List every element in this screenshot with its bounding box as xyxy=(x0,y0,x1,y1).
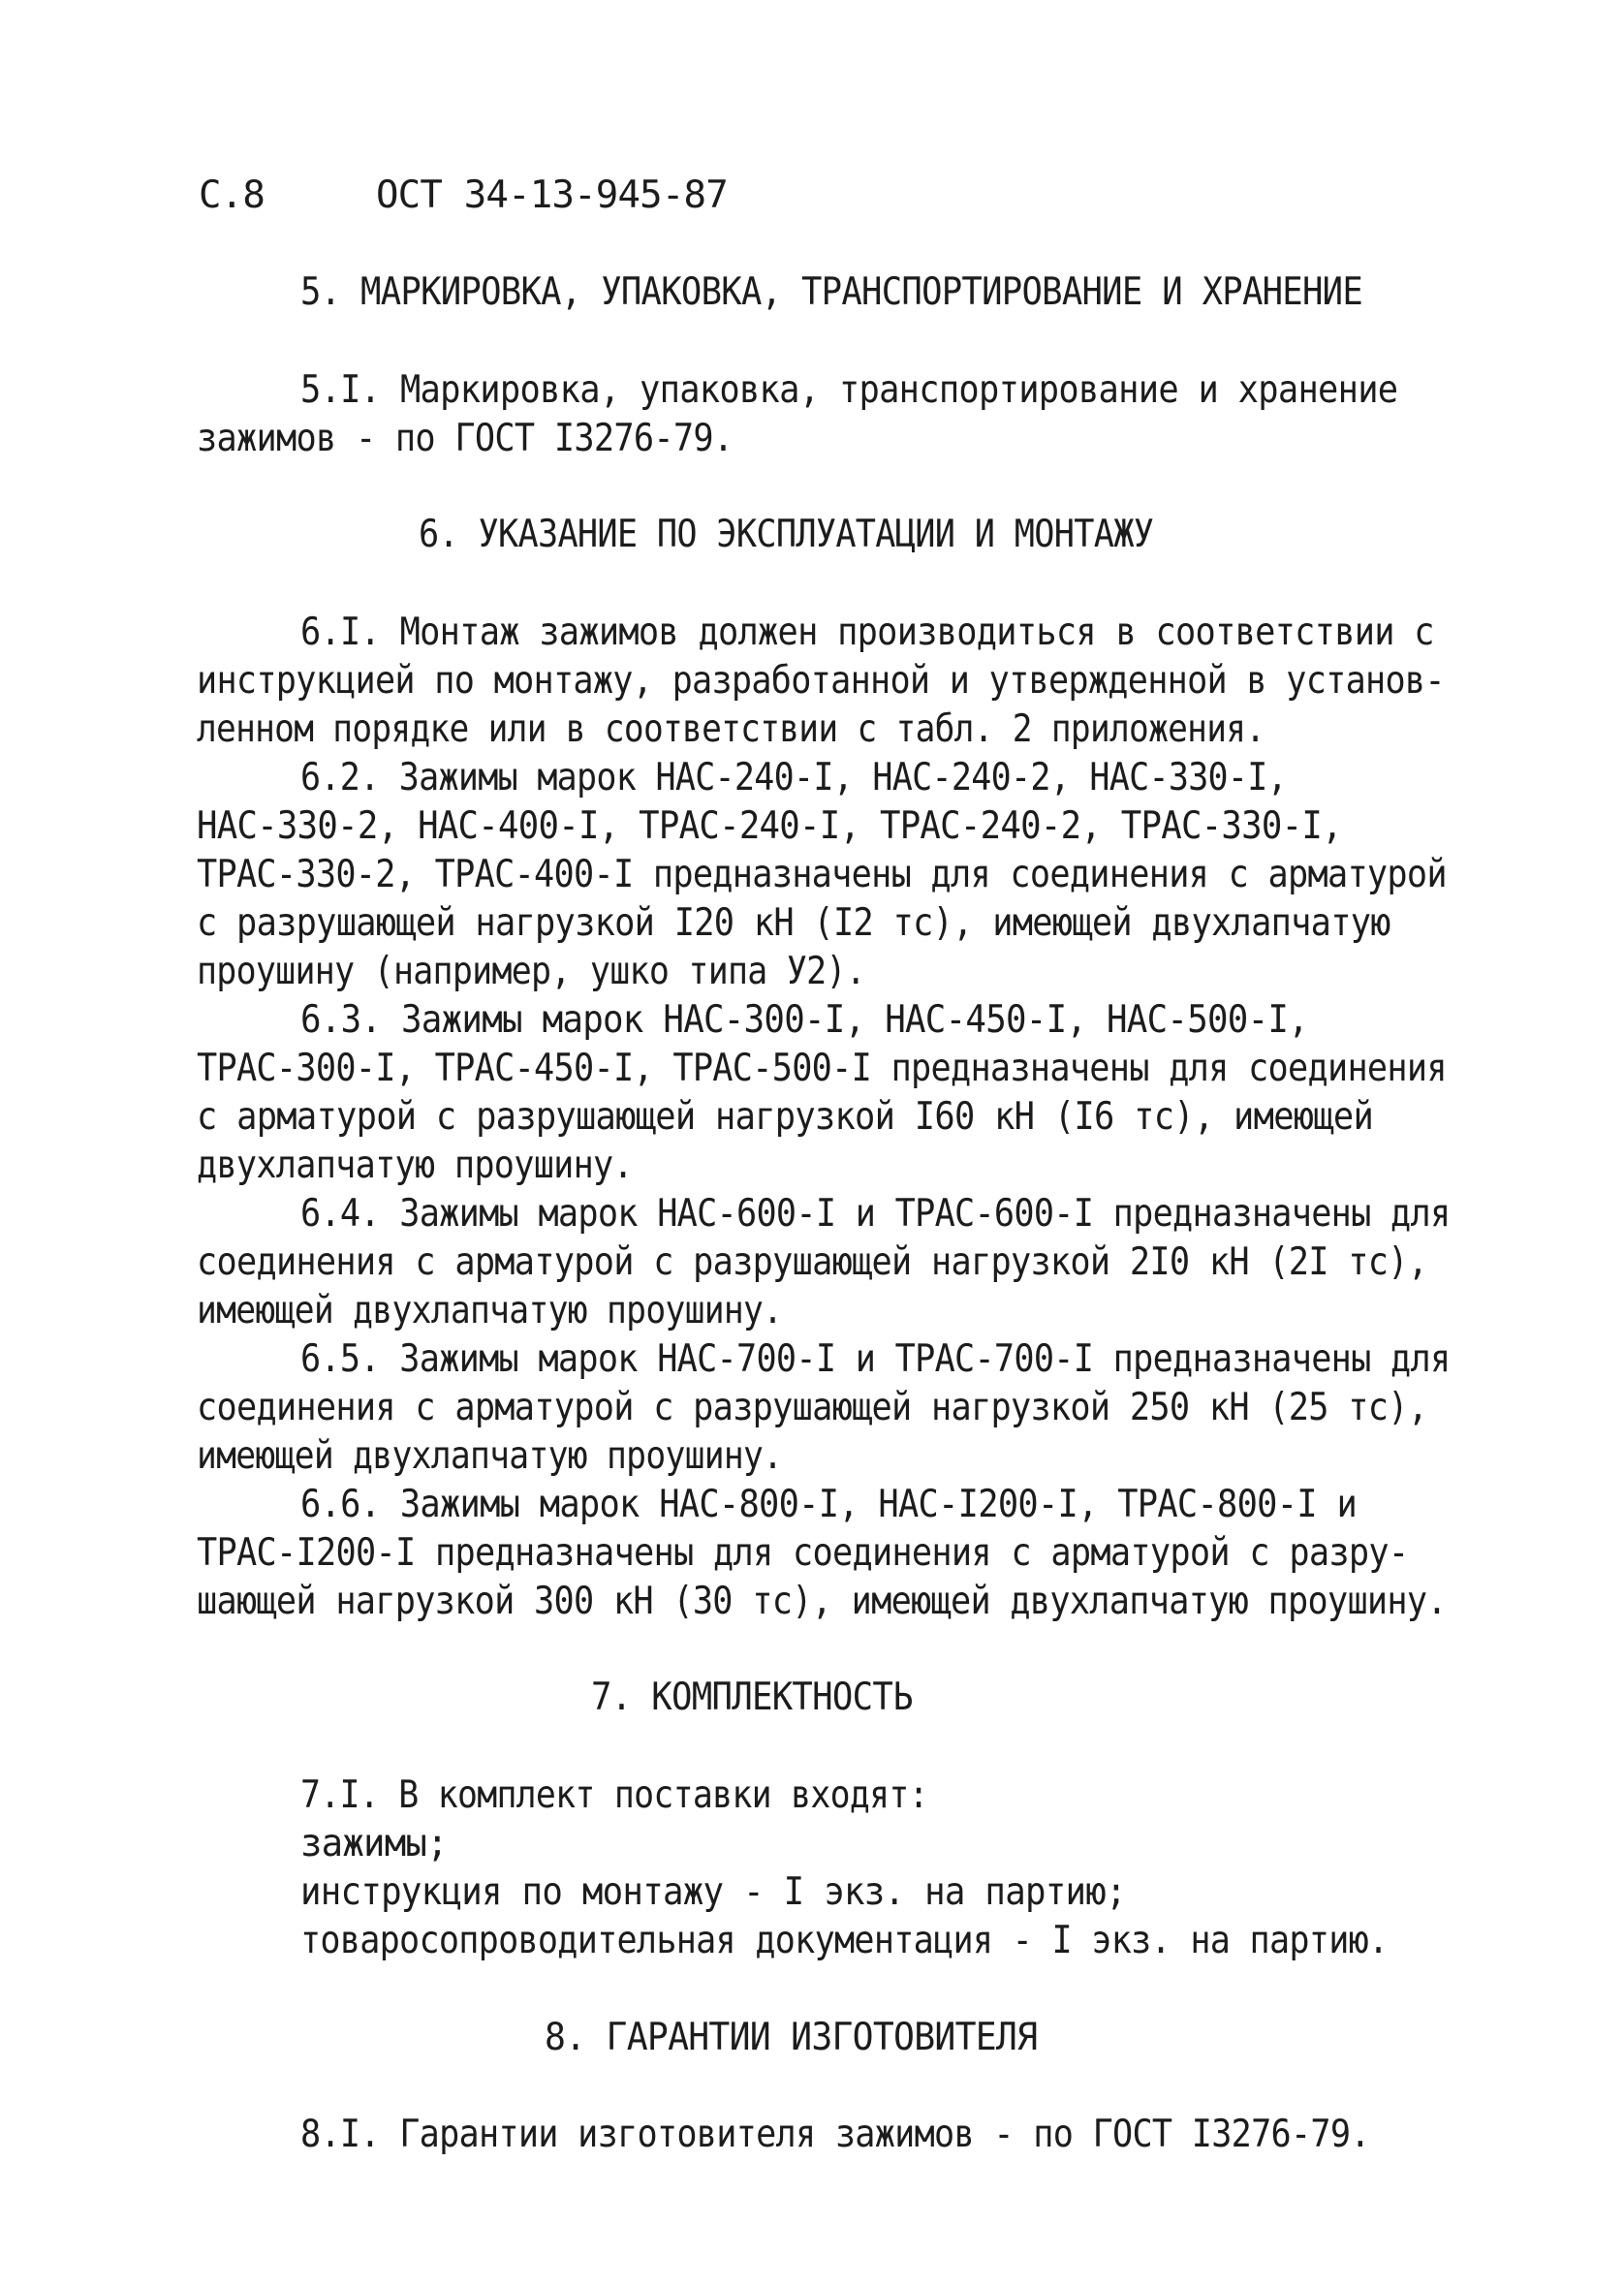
paragraph-6-3-line-3: с арматурой с разрушающей нагрузкой I60 кН (I6 тс), имеющей xyxy=(197,1095,1374,1139)
section-5-heading: 5. МАРКИРОВКА, УПАКОВКА, ТРАНСПОРТИРОВАНИЕ И ХРАНЕНИЕ xyxy=(300,270,1363,314)
section-6-heading: 6. УКАЗАНИЕ ПО ЭКСПЛУАТАЦИИ И МОНТАЖУ xyxy=(419,513,1154,556)
paragraph-6-3-line-2: ТРАС-300-I, ТРАС-450-I, ТРАС-500-I предназначены для соединения xyxy=(197,1047,1447,1090)
paragraph-6-2-line-3: ТРАС-330-2, ТРАС-400-I предназначены для соединения с арматурой xyxy=(197,853,1447,896)
page-number: С.8 xyxy=(199,173,265,217)
paragraph-6-3-line-1: 6.3. Зажимы марок НАС-300-I, НАС-450-I, НАС-500-I, xyxy=(300,998,1308,1042)
paragraph-6-2-line-5: проушину (например, ушко типа У2). xyxy=(197,950,866,993)
paragraph-6-1-line-3: ленном порядке или в соответствии с табл. 2 приложения. xyxy=(197,707,1265,751)
paragraph-6-2-line-2: НАС-330-2, НАС-400-I, ТРАС-240-I, ТРАС-240-2, ТРАС-330-I, xyxy=(197,804,1342,848)
document-code: ОСТ 34-13-945-87 xyxy=(376,173,728,217)
paragraph-6-2-line-4: с разрушающей нагрузкой I20 кН (I2 тс), имеющей двухлапчатую xyxy=(197,901,1390,945)
paragraph-6-4-line-2: соединения с арматурой с разрушающей нагрузкой 2I0 кН (2I тс), xyxy=(197,1240,1428,1284)
paragraph-5-1-line-1: 5.I. Маркировка, упаковка, транспортирование и хранение xyxy=(300,368,1398,412)
section-7-heading: 7. КОМПЛЕКТНОСТЬ xyxy=(591,1676,913,1719)
paragraph-6-5-line-1: 6.5. Зажимы марок НАС-700-I и ТРАС-700-I предназначены для xyxy=(300,1337,1451,1381)
paragraph-7-1-line-1: 7.I. В комплект поставки входят: xyxy=(300,1773,928,1817)
paragraph-7-1-line-4: товаросопроводительная документация - I экз. на партию. xyxy=(300,1919,1389,1962)
paragraph-5-1-line-2: зажимов - по ГОСТ I3276-79. xyxy=(197,417,734,460)
section-8-heading: 8. ГАРАНТИИ ИЗГОТОВИТЕЛЯ xyxy=(545,2016,1038,2059)
paragraph-6-6-line-3: шающей нагрузкой 300 кН (30 тс), имеющей двухлапчатую проушину. xyxy=(197,1580,1447,1623)
paragraph-7-1-line-2: зажимы; xyxy=(300,1822,448,1865)
paragraph-6-1-line-1: 6.I. Монтаж зажимов должен производиться в соответствии с xyxy=(300,611,1434,654)
paragraph-6-5-line-2: соединения с арматурой с разрушающей нагрузкой 250 кН (25 тс), xyxy=(197,1386,1428,1429)
paragraph-6-6-line-2: ТРАС-I200-I предназначены для соединения с арматурой с разру- xyxy=(197,1531,1409,1575)
paragraph-6-2-line-1: 6.2. Зажимы марок НАС-240-I, НАС-240-2, НАС-330-I, xyxy=(300,756,1287,799)
paragraph-6-1-line-2: инструкцией по монтажу, разработанной и утвержденной в установ- xyxy=(197,659,1445,703)
paragraph-6-3-line-4: двухлапчатую проушину. xyxy=(197,1144,633,1187)
paragraph-6-5-line-3: имеющей двухлапчатую проушину. xyxy=(197,1434,783,1478)
paragraph-6-4-line-3: имеющей двухлапчатую проушину. xyxy=(197,1289,783,1332)
paragraph-7-1-line-3: инструкция по монтажу - I экз. на партию; xyxy=(300,1870,1126,1914)
paragraph-6-6-line-1: 6.6. Зажимы марок НАС-800-I, НАС-I200-I, ТРАС-800-I и xyxy=(300,1483,1358,1526)
paragraph-6-4-line-1: 6.4. Зажимы марок НАС-600-I и ТРАС-600-I предназначены для xyxy=(300,1192,1451,1236)
paragraph-8-1-line-1: 8.I. Гарантии изготовителя зажимов - по ГОСТ I3276-79. xyxy=(300,2113,1370,2156)
